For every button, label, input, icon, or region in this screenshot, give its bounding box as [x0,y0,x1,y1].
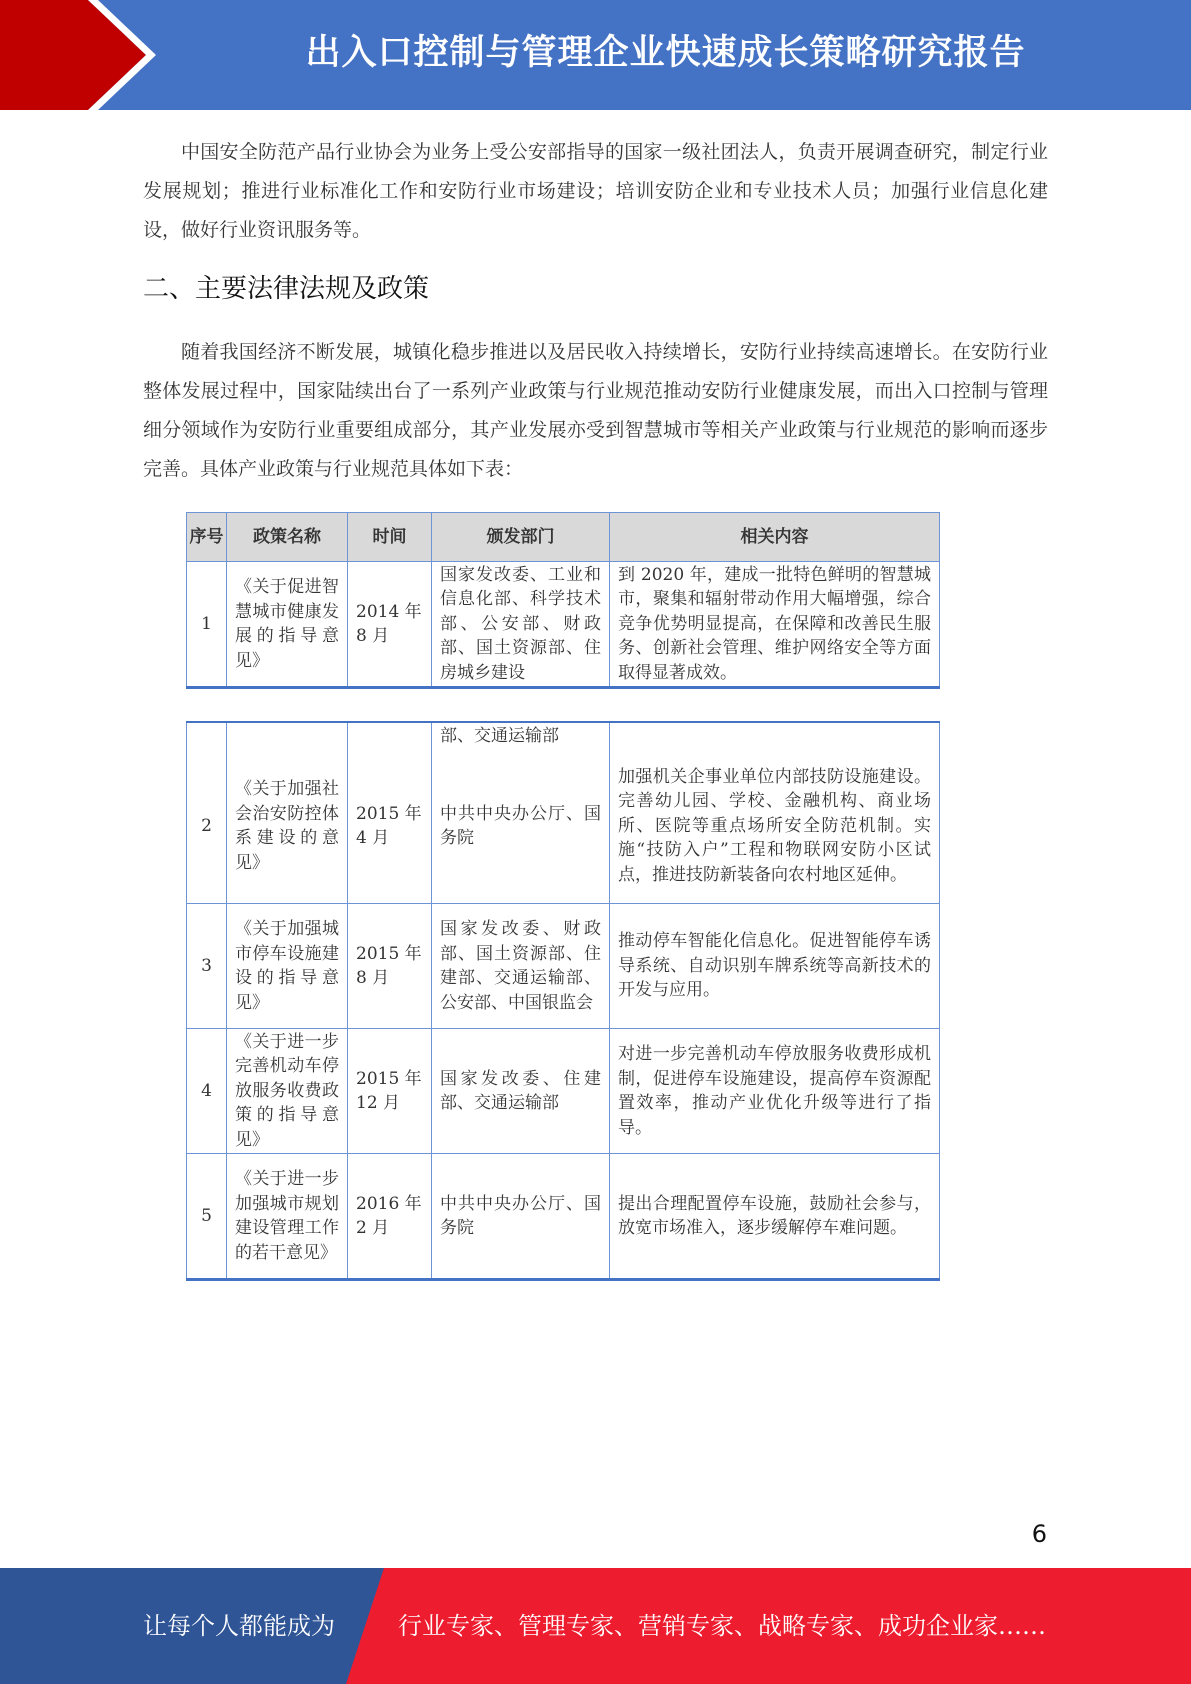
table-row [187,904,940,1029]
policy-table-part-1 [186,512,940,689]
cell-time [348,722,432,749]
cell-no: 2 [187,749,227,904]
section-heading: 二、主要法律法规及政策 [143,274,430,304]
report-title: 出入口控制与管理企业快速成长策略研究报告 [305,33,1026,73]
cell-name: 《关于进一步完善机动车停放服务收费政策的指导意见》 [227,1029,348,1154]
cell-issuer: 国家发改委、住建部、交通运输部 [432,1029,610,1154]
policy-table-part-2 [186,721,940,1281]
cell-issuer: 国家发改委、工业和信息化部、科学技术部、公安部、财政部、国土资源部、住房城乡建设 [432,562,610,688]
cell-issuer: 国家发改委、财政部、国土资源部、住建部、交通运输部、公安部、中国银监会 [432,904,610,1029]
header-time: 时间 [348,513,432,562]
cell-time: 2014 年 8 月 [348,562,432,688]
cell-name [227,722,348,749]
table-header-row [187,513,940,562]
cell-content: 加强机关企事业单位内部技防设施建设。完善幼儿园、学校、金融机构、商业场所、医院等重点场所安全防范机制。实施“技防入户”工程和物联网安防小区试点，推进技防新装备向农村地区延伸。 [610,749,940,904]
table-row-continued [187,722,940,749]
cell-name: 《关于促进智慧城市健康发展的指导意见》 [227,562,348,688]
page-header [0,0,1191,110]
footer-slogan-left: 让每个人都能成为 [143,1612,335,1640]
header-name: 政策名称 [227,513,348,562]
cell-content: 对进一步完善机动车停放服务收费形成机制，促进停车设施建设，提高停车资源配置效率，推动产业优化升级等进行了指导。 [610,1029,940,1154]
cell-name: 《关于加强社会治安防控体系建设的意见》 [227,749,348,904]
header-issuer: 颁发部门 [432,513,610,562]
cell-time: 2015 年 12 月 [348,1029,432,1154]
cell-no: 3 [187,904,227,1029]
cell-issuer: 中共中央办公厅、国务院 [432,749,610,904]
table-row [187,749,940,904]
header-content: 相关内容 [610,513,940,562]
intro-paragraph: 中国安全防范产品行业协会为业务上受公安部指导的国家一级社团法人，负责开展调查研究，制定行业发展规划；推进行业标准化工作和安防行业市场建设；培训安防企业和专业技术人员；加强行业信息化建设，做好行业资讯服务等。 [143,141,1048,241]
policy-paragraph: 随着我国经济不断发展，城镇化稳步推进以及居民收入持续增长，安防行业持续高速增长。在安防行业整体发展过程中，国家陆续出台了一系列产业政策与行业规范推动安防行业健康发展，而出入口控制与管理细分领域作为安防行业重要组成部分，其产业发展亦受到智慧城市等相关产业政策与行业规范的影响而逐步完善。具体产业政策与行业规范具体如下表： [143,341,1048,480]
cell-no: 4 [187,1029,227,1154]
cell-time: 2016 年 2 月 [348,1154,432,1280]
cell-time: 2015 年 8 月 [348,904,432,1029]
cell-name: 《关于加强城市停车设施建设的指导意见》 [227,904,348,1029]
cell-no [187,722,227,749]
cell-issuer: 部、交通运输部 [432,722,610,749]
page-number: 6 [1031,1520,1047,1548]
page-footer [0,1568,1191,1684]
cell-content: 到 2020 年，建成一批特色鲜明的智慧城市，聚集和辐射带动作用大幅增强，综合竞争优势明显提高，在保障和改善民生服务、创新社会管理、维护网络安全等方面取得显著成效。 [610,562,940,688]
table-row [187,562,940,688]
cell-content: 推动停车智能化信息化。促进智能停车诱导系统、自动识别车牌系统等高新技术的开发与应用。 [610,904,940,1029]
table-row [187,1154,940,1280]
cell-content: 提出合理配置停车设施，鼓励社会参与，放宽市场准入，逐步缓解停车难问题。 [610,1154,940,1280]
header-no: 序号 [187,513,227,562]
cell-no: 1 [187,562,227,688]
footer-slogan-right: 行业专家、管理专家、营销专家、战略专家、成功企业家…… [398,1612,1046,1640]
cell-content [610,722,940,749]
cell-name: 《关于进一步加强城市规划建设管理工作的若干意见》 [227,1154,348,1280]
table-row [187,1029,940,1154]
cell-no: 5 [187,1154,227,1280]
cell-time: 2015 年 4 月 [348,749,432,904]
header-red-arrow [0,0,150,110]
cell-issuer: 中共中央办公厅、国务院 [432,1154,610,1280]
